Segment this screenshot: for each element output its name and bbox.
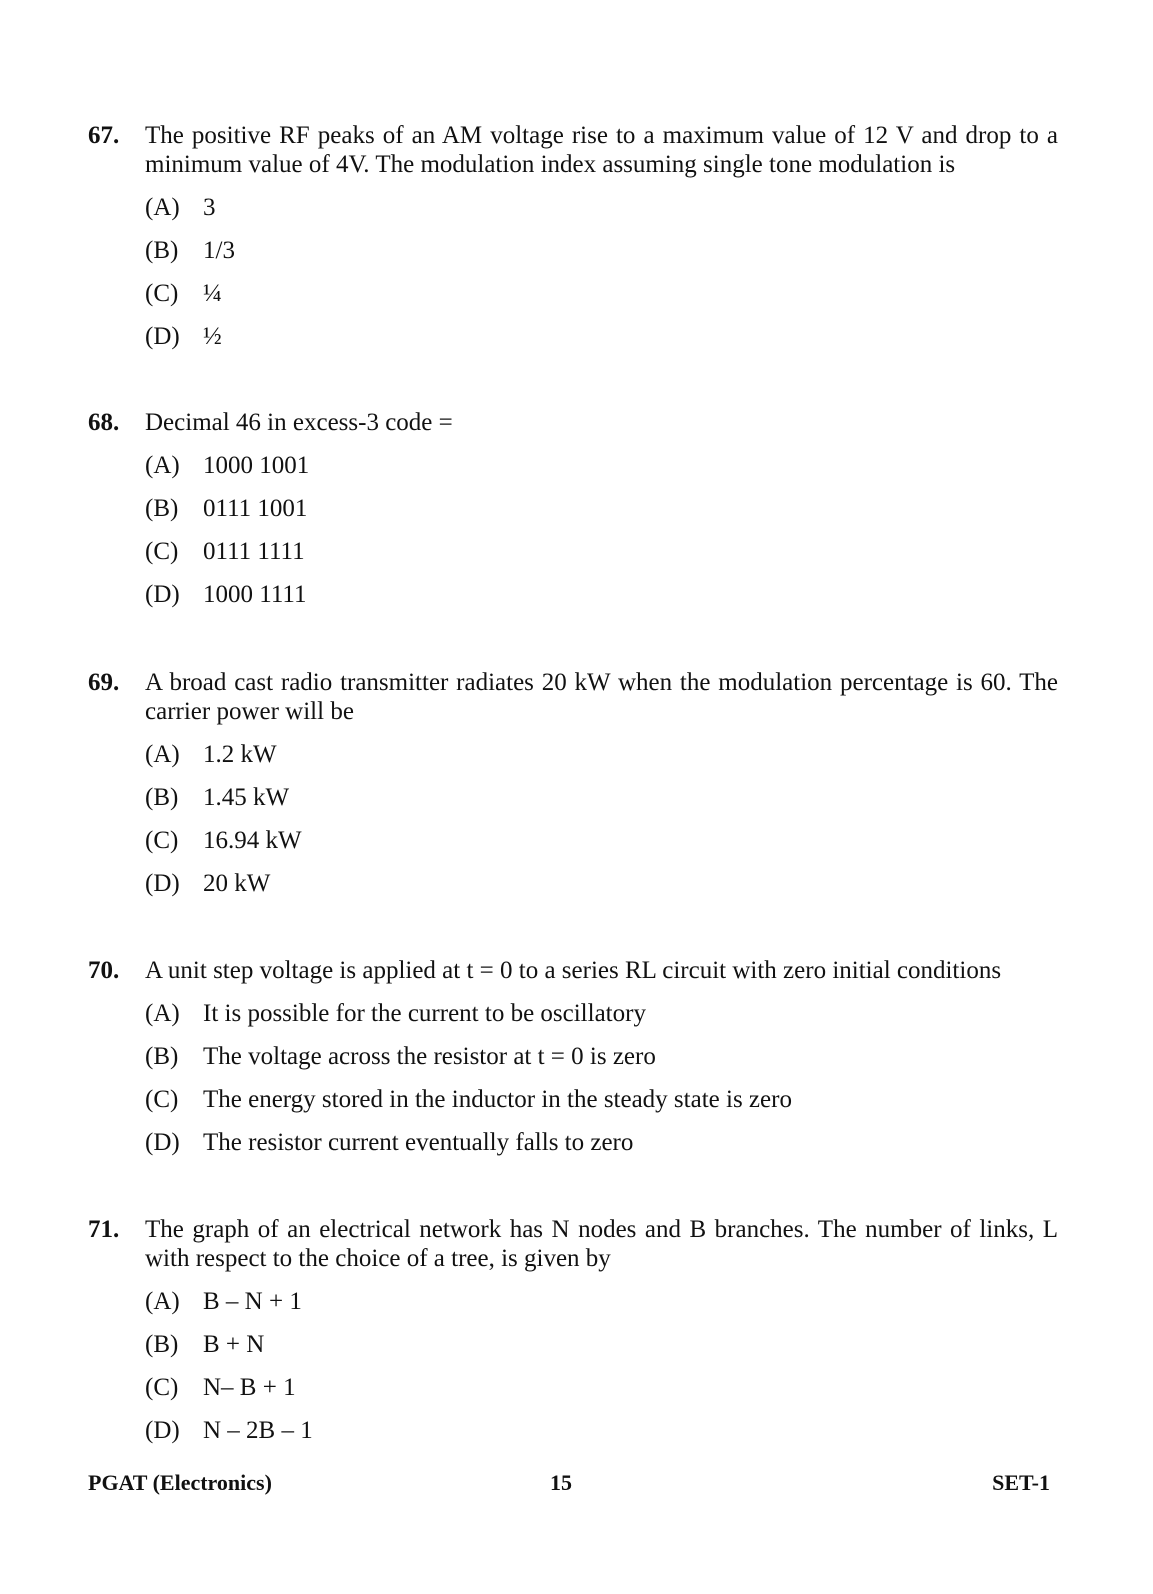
option-d (145, 869, 1058, 912)
option-label: (B) (145, 784, 179, 811)
question-text: A broad cast radio transmitter radiates 20 kW when the modulation percentage is 60. The carrier power will be (145, 669, 1058, 725)
option-c (145, 1373, 1058, 1416)
option-a (145, 451, 1058, 494)
question-number: 71. (88, 1216, 120, 1243)
option-text: It is possible for the current to be oscillatory (203, 1000, 646, 1027)
option-label: (A) (145, 1288, 180, 1315)
option-b (145, 494, 1058, 537)
option-text: 16.94 kW (203, 827, 302, 854)
option-d (145, 580, 1058, 623)
option-label: (C) (145, 280, 179, 307)
option-c (145, 826, 1058, 869)
option-label: (C) (145, 1374, 179, 1401)
option-text: 1000 1111 (203, 581, 307, 608)
option-text: 1.2 kW (203, 741, 277, 768)
option-label: (B) (145, 237, 179, 264)
option-text: 0111 1111 (203, 538, 305, 565)
option-d (145, 1416, 1058, 1459)
option-text: The voltage across the resistor at t = 0 is zero (203, 1043, 656, 1070)
question-67 (88, 121, 1058, 365)
question-70 (88, 956, 1058, 1171)
option-text: N – 2B – 1 (203, 1417, 313, 1444)
option-text: The resistor current eventually falls to zero (203, 1129, 634, 1156)
question-text: Decimal 46 in excess-3 code = (145, 409, 453, 436)
option-text: ½ (203, 323, 222, 350)
option-label: (A) (145, 1000, 180, 1027)
footer-exam-name: PGAT (Electronics) (88, 1470, 272, 1495)
option-label: (D) (145, 323, 180, 350)
option-label: (B) (145, 495, 179, 522)
option-b (145, 236, 1058, 279)
option-label: (D) (145, 870, 180, 897)
question-number: 70. (88, 957, 120, 984)
option-b (145, 1330, 1058, 1373)
option-b (145, 783, 1058, 826)
option-a (145, 193, 1058, 236)
question-text: The graph of an electrical network has N nodes and B branches. The number of links, L with respect to the choice of a tree, is given by (145, 1216, 1058, 1272)
option-label: (B) (145, 1043, 179, 1070)
question-68 (88, 408, 1058, 623)
option-label: (A) (145, 194, 180, 221)
option-d (145, 1128, 1058, 1171)
question-number: 67. (88, 122, 120, 149)
option-label: (C) (145, 1086, 179, 1113)
question-text: A unit step voltage is applied at t = 0 to a series RL circuit with zero initial conditions (145, 957, 1002, 984)
question-text: The positive RF peaks of an AM voltage rise to a maximum value of 12 V and drop to a minimum value of 4V. The modulation index assuming single tone modulation is (145, 122, 1058, 178)
page-number: 15 (550, 1470, 572, 1495)
option-text: 1.45 kW (203, 784, 290, 811)
option-label: (D) (145, 1129, 180, 1156)
option-c (145, 537, 1058, 580)
option-label: (B) (145, 1331, 179, 1358)
question-number: 68. (88, 409, 120, 436)
option-text: 0111 1001 (203, 495, 308, 522)
option-c (145, 279, 1058, 322)
option-label: (D) (145, 581, 180, 608)
option-text: B – N + 1 (203, 1288, 302, 1315)
option-text: 1/3 (203, 237, 235, 264)
question-69 (88, 668, 1058, 912)
option-c (145, 1085, 1058, 1128)
option-text: B + N (203, 1331, 265, 1358)
question-number: 69. (88, 669, 120, 696)
option-label: (A) (145, 741, 180, 768)
option-label: (C) (145, 538, 179, 565)
option-text: N– B + 1 (203, 1374, 296, 1401)
option-text: ¼ (203, 280, 222, 307)
option-a (145, 740, 1058, 783)
question-71 (88, 1215, 1058, 1459)
option-text: The energy stored in the inductor in the steady state is zero (203, 1086, 792, 1113)
option-b (145, 1042, 1058, 1085)
option-d (145, 322, 1058, 365)
option-text: 3 (203, 194, 216, 221)
option-label: (D) (145, 1417, 180, 1444)
option-label: (C) (145, 827, 179, 854)
option-text: 20 kW (203, 870, 271, 897)
option-a (145, 1287, 1058, 1330)
page-footer (88, 1470, 1050, 1496)
option-a (145, 999, 1058, 1042)
option-label: (A) (145, 452, 180, 479)
footer-set-code: SET-1 (992, 1470, 1050, 1495)
option-text: 1000 1001 (203, 452, 310, 479)
